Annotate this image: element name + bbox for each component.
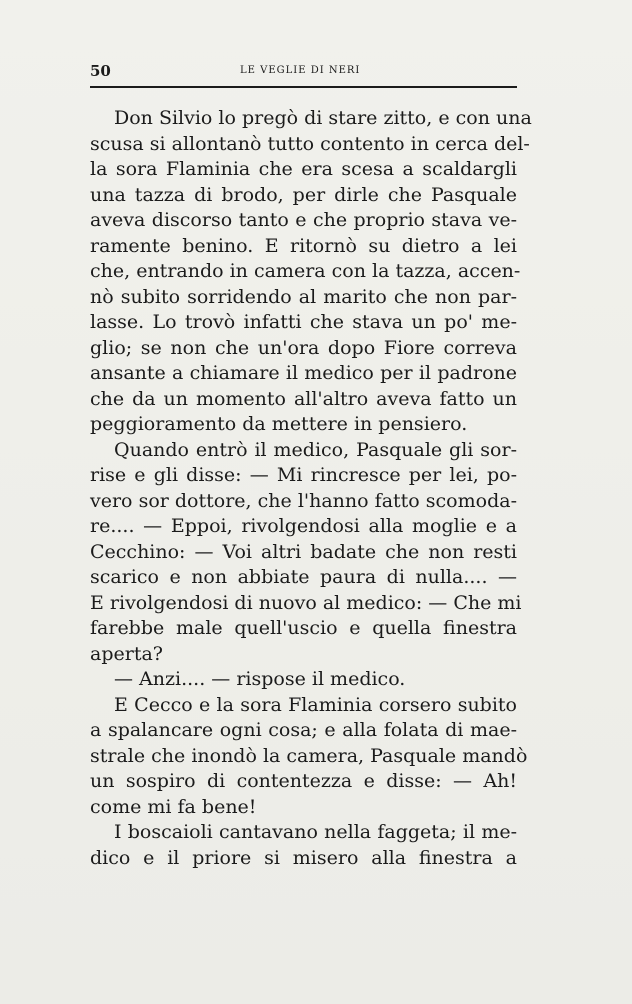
text-line: strale che inondò la camera, Pasquale mandò <box>90 744 528 767</box>
text-line: la sora Flaminia che era scesa a scaldargli <box>90 158 517 180</box>
text-line: a spalancare ogni cosa; e alla folata di mae- <box>90 719 517 741</box>
text-line: farebbe male quell'uscio e quella finestra <box>90 617 517 639</box>
text-line: E Cecco e la sora Flaminia corsero subito <box>114 693 517 716</box>
text-line: I boscaioli cantavano nella faggeta; il me- <box>114 821 517 843</box>
text-line: una tazza di brodo, per dirle che Pasquale <box>90 183 517 206</box>
text-line: glio; se non che un'ora dopo Fiore correva <box>90 336 517 359</box>
text-line: E rivolgendosi di nuovo al medico: — Che mi <box>90 591 522 614</box>
text-line: dico e il priore si misero alla finestra a <box>90 846 517 869</box>
text-line: aveva discorso tanto e che proprio stava ve- <box>90 209 517 231</box>
text-line: ansante a chiamare il medico per il padrone <box>90 362 517 384</box>
text-line: che da un momento all'altro aveva fatto un <box>90 387 517 410</box>
text-line: scarico e non abbiate paura di nulla.... — <box>90 566 517 588</box>
text-line: vero sor dottore, che l'hanno fatto scomoda- <box>90 489 517 512</box>
page-number: 50 <box>90 62 111 80</box>
text-line: Don Silvio lo pregò di stare zitto, e con una <box>114 107 532 129</box>
text-line: rise e gli disse: — Mi rincresce per lei, po- <box>90 464 517 486</box>
body-text <box>90 106 532 871</box>
text-line: ramente benino. E ritornò su dietro a lei <box>90 234 517 257</box>
text-line: scusa si allontanò tutto contento in cerca del- <box>90 132 530 155</box>
text-line: un sospiro di contentezza e disse: — Ah! <box>90 770 517 792</box>
text-line: Quando entrò il medico, Pasquale gli sor- <box>114 438 517 461</box>
running-title: LE VEGLIE DI NERI <box>240 65 361 76</box>
text-line: re.... — Eppoi, rivolgendosi alla moglie e a <box>90 515 517 537</box>
text-line: — Anzi.... — rispose il medico. <box>114 668 406 690</box>
text-line: lasse. Lo trovò infatti che stava un po' me- <box>90 311 517 333</box>
text-line: come mi fa bene! <box>90 795 257 818</box>
text-line: aperta? <box>90 642 163 665</box>
page-header <box>90 62 517 82</box>
text-line: peggioramento da mettere in pensiero. <box>90 413 468 435</box>
text-line: nò subito sorridendo al marito che non par- <box>90 285 517 308</box>
header-rule <box>90 86 517 88</box>
text-line: Cecchino: — Voi altri badate che non resti <box>90 540 517 563</box>
text-line: che, entrando in camera con la tazza, accen- <box>90 260 521 282</box>
